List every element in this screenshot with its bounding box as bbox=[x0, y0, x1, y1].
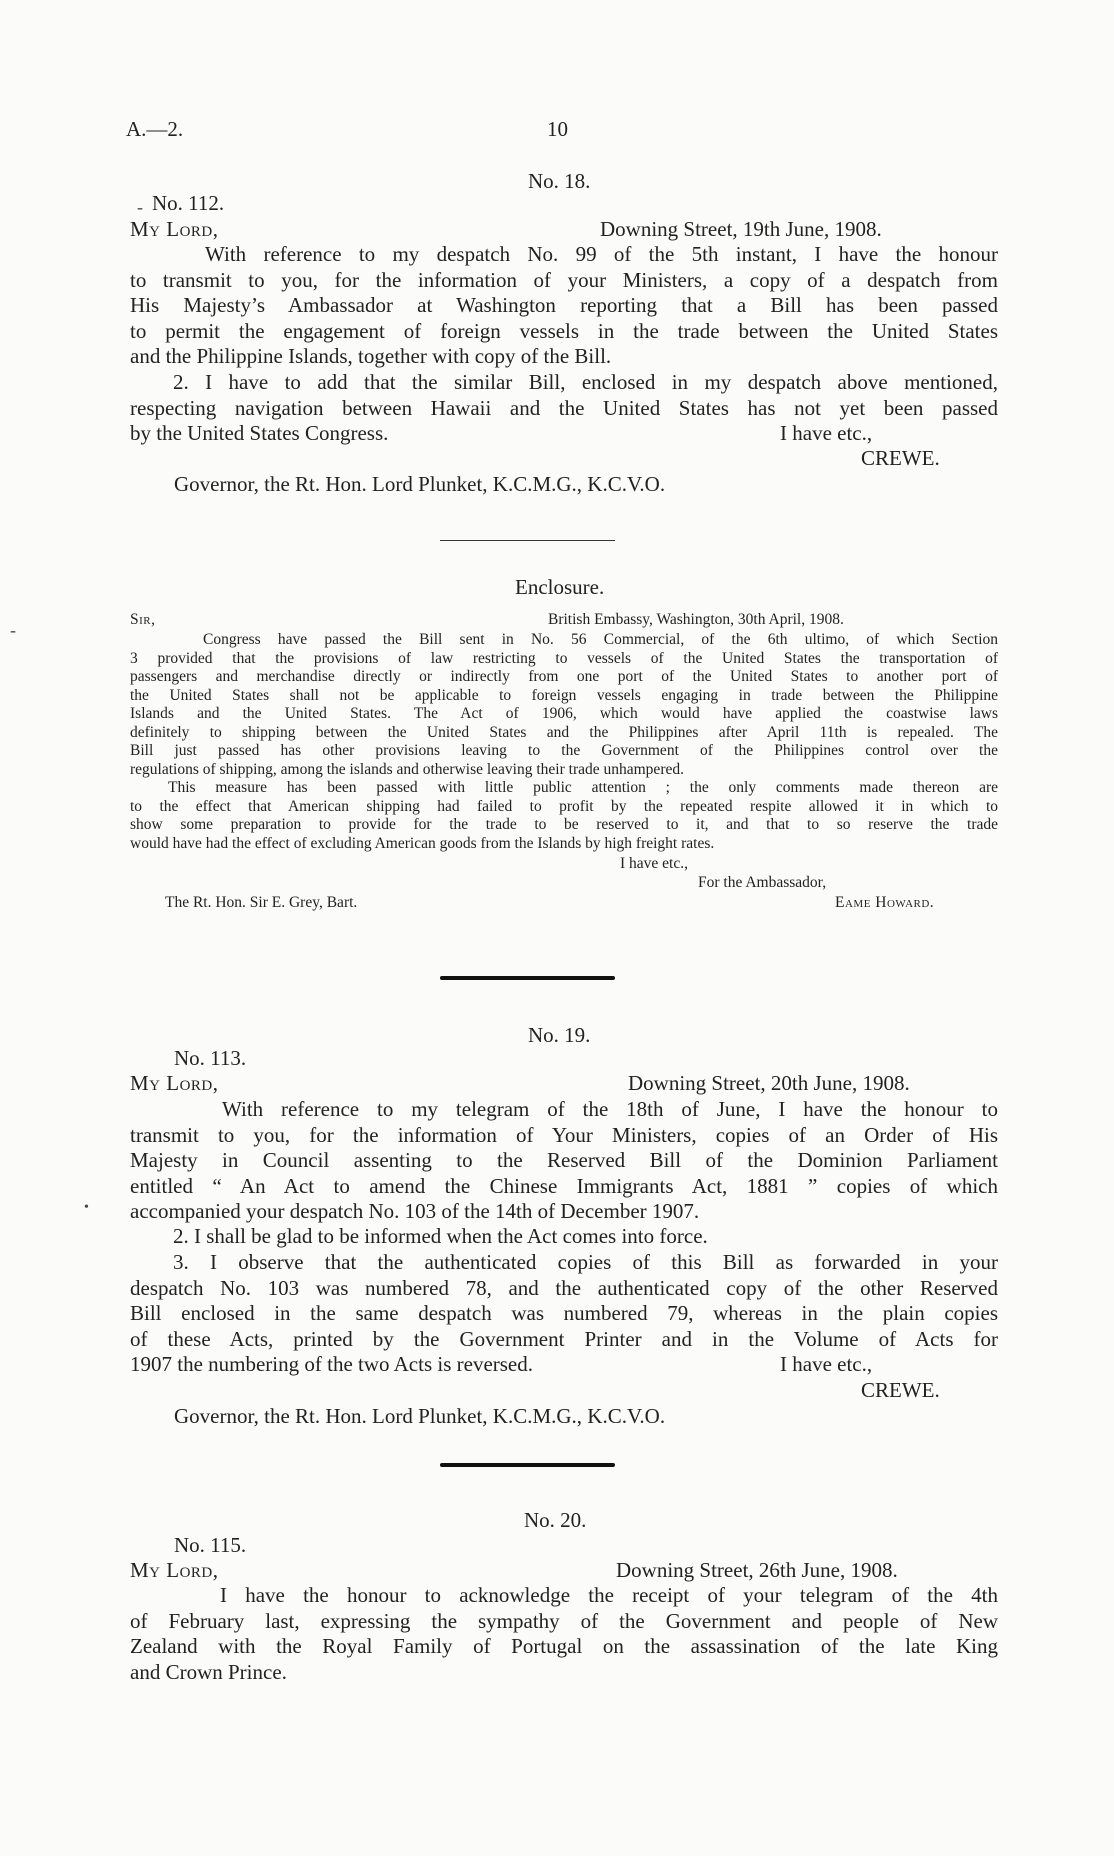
section-divider-thick bbox=[440, 976, 615, 980]
text-line: 3. I observe that the authenticated copies of this Bill as forwarded in your bbox=[173, 1250, 998, 1274]
text-line: With reference to my despatch No. 99 of the 5th instant, I have the honour bbox=[205, 242, 998, 266]
enclosure-heading: Enclosure. bbox=[515, 575, 605, 599]
text-line: Bill just passed has other provisions leaving to the Government of the Philippines control over the bbox=[130, 742, 998, 759]
section-divider bbox=[440, 540, 615, 541]
section-heading-no20: No. 20. bbox=[524, 1508, 587, 1532]
text-line: and Crown Prince. bbox=[130, 1659, 287, 1684]
text-line: to transmit to you, for the information of your Ministers, a copy of a despatch from bbox=[130, 267, 998, 292]
text-line: 2. I shall be glad to be informed when the Act comes into force. bbox=[173, 1224, 708, 1248]
text-line: This measure has been passed with little public attention ; the only comments made thereon are bbox=[168, 779, 998, 796]
text-line: the United States shall not be applicable to foreign vessels engaging in trade between the Philippine bbox=[130, 686, 998, 704]
text-line: show some preparation to provide for the trade to be reserved to it, and that to so reserve the trade bbox=[130, 816, 998, 833]
stray-mark: - bbox=[137, 197, 143, 217]
paragraph-no19-2 bbox=[130, 1224, 998, 1250]
salutation-no18: My Lord, bbox=[130, 217, 219, 241]
text-line: definitely to shipping between the United States and the Philippines after April 11th is repealed. The bbox=[130, 723, 998, 741]
text-line: 1907 the numbering of the two Acts is reversed. bbox=[130, 1352, 533, 1376]
paragraph-no18-1 bbox=[130, 242, 998, 370]
text-line: Zealand with the Royal Family of Portugal on the assassination of the late King bbox=[130, 1634, 998, 1658]
text-line: would have had the effect of excluding American goods from the Islands by high freight rates. bbox=[130, 834, 715, 852]
text-line: transmit to you, for the information of Your Ministers, copies of an Order of His bbox=[130, 1122, 998, 1147]
text-line: accompanied your despatch No. 103 of the 14th of December 1907. bbox=[130, 1199, 700, 1223]
despatch-ref-no20: No. 115. bbox=[174, 1533, 247, 1557]
text-line: 2. I have to add that the similar Bill, enclosed in my despatch above mentioned, bbox=[173, 370, 998, 394]
text-line: of February last, expressing the sympathy of the Government and people of New bbox=[130, 1608, 998, 1633]
closing-enclosure: I have etc., bbox=[620, 855, 688, 872]
addressee-no19: Governor, the Rt. Hon. Lord Plunket, K.C.M.G., K.C.V.O. bbox=[174, 1404, 666, 1428]
salutation-enclosure: Sir, bbox=[130, 611, 156, 628]
section-divider-thick bbox=[440, 1463, 615, 1467]
for-ambassador-line: For the Ambassador, bbox=[698, 874, 827, 891]
salutation-no19: My Lord, bbox=[130, 1071, 219, 1095]
text-line: 3 provided that the provisions of law restricting to vessels of the United States the transportation of bbox=[130, 649, 998, 667]
paragraph-enclosure-2 bbox=[130, 779, 998, 853]
section-heading-no19: No. 19. bbox=[528, 1023, 591, 1047]
page-number: 10 bbox=[547, 117, 568, 141]
addressee-enclosure: The Rt. Hon. Sir E. Grey, Bart. bbox=[165, 894, 358, 911]
text-line: Islands and the United States. The Act of 1906, which would have applied the coastwise laws bbox=[130, 705, 998, 722]
text-line: to the effect that American shipping had failed to profit by the repeated respite allowed it in which to bbox=[130, 797, 998, 815]
paragraph-no19-1 bbox=[130, 1097, 998, 1225]
text-line: Congress have passed the Bill sent in No. 56 Commercial, of the 6th ultimo, of which Section bbox=[203, 631, 998, 648]
section-heading-no18: No. 18. bbox=[528, 169, 591, 193]
dateline-no20: Downing Street, 26th June, 1908. bbox=[616, 1558, 898, 1582]
signature-enclosure: Eame Howard. bbox=[835, 894, 935, 911]
text-line: His Majesty’s Ambassador at Washington reporting that a Bill has been passed bbox=[130, 293, 998, 317]
text-line: and the Philippine Islands, together with copy of the Bill. bbox=[130, 344, 612, 368]
text-line: by the United States Congress. bbox=[130, 421, 389, 445]
despatch-ref-no19: No. 113. bbox=[174, 1046, 247, 1070]
text-line: passengers and merchandise directly or indirectly from one port of the United States to another port of bbox=[130, 668, 998, 685]
text-line: Majesty in Council assenting to the Reserved Bill of the Dominion Parliament bbox=[130, 1148, 998, 1172]
dateline-enclosure: British Embassy, Washington, 30th April, 1908. bbox=[548, 611, 844, 628]
text-line: respecting navigation between Hawaii and the United States has not yet been passed bbox=[130, 395, 998, 420]
closing-no18: I have etc., bbox=[780, 421, 873, 445]
stray-mark: - bbox=[10, 620, 16, 640]
text-line: entitled “ An Act to amend the Chinese Immigrants Act, 1881 ” copies of which bbox=[130, 1173, 998, 1198]
text-line: I have the honour to acknowledge the receipt of your telegram of the 4th bbox=[220, 1583, 998, 1607]
text-line: of these Acts, printed by the Government Printer and in the Volume of Acts for bbox=[130, 1326, 998, 1351]
closing-no19: I have etc., bbox=[780, 1352, 873, 1376]
paragraph-no20-1 bbox=[130, 1583, 998, 1685]
salutation-no20: My Lord, bbox=[130, 1558, 219, 1582]
dateline-no19: Downing Street, 20th June, 1908. bbox=[628, 1071, 910, 1095]
stray-mark: • bbox=[84, 1200, 89, 1215]
text-line: regulations of shipping, among the islands and otherwise leaving their trade unhampered. bbox=[130, 760, 684, 778]
text-line: Bill enclosed in the same despatch was numbered 79, whereas in the plain copies bbox=[130, 1301, 998, 1325]
text-line: With reference to my telegram of the 18th of June, I have the honour to bbox=[222, 1097, 998, 1121]
text-line: despatch No. 103 was numbered 78, and the authenticated copy of the other Reserved bbox=[130, 1275, 998, 1300]
despatch-ref-no18: No. 112. bbox=[152, 191, 225, 215]
document-reference: A.—2. bbox=[126, 117, 184, 141]
dateline-no18: Downing Street, 19th June, 1908. bbox=[600, 217, 882, 241]
signature-no18: CREWE. bbox=[861, 446, 940, 470]
signature-no19: CREWE. bbox=[861, 1378, 940, 1402]
text-line: to permit the engagement of foreign vessels in the trade between the United States bbox=[130, 318, 998, 343]
paragraph-enclosure-1 bbox=[130, 631, 998, 779]
addressee-no18: Governor, the Rt. Hon. Lord Plunket, K.C.M.G., K.C.V.O. bbox=[174, 472, 666, 496]
